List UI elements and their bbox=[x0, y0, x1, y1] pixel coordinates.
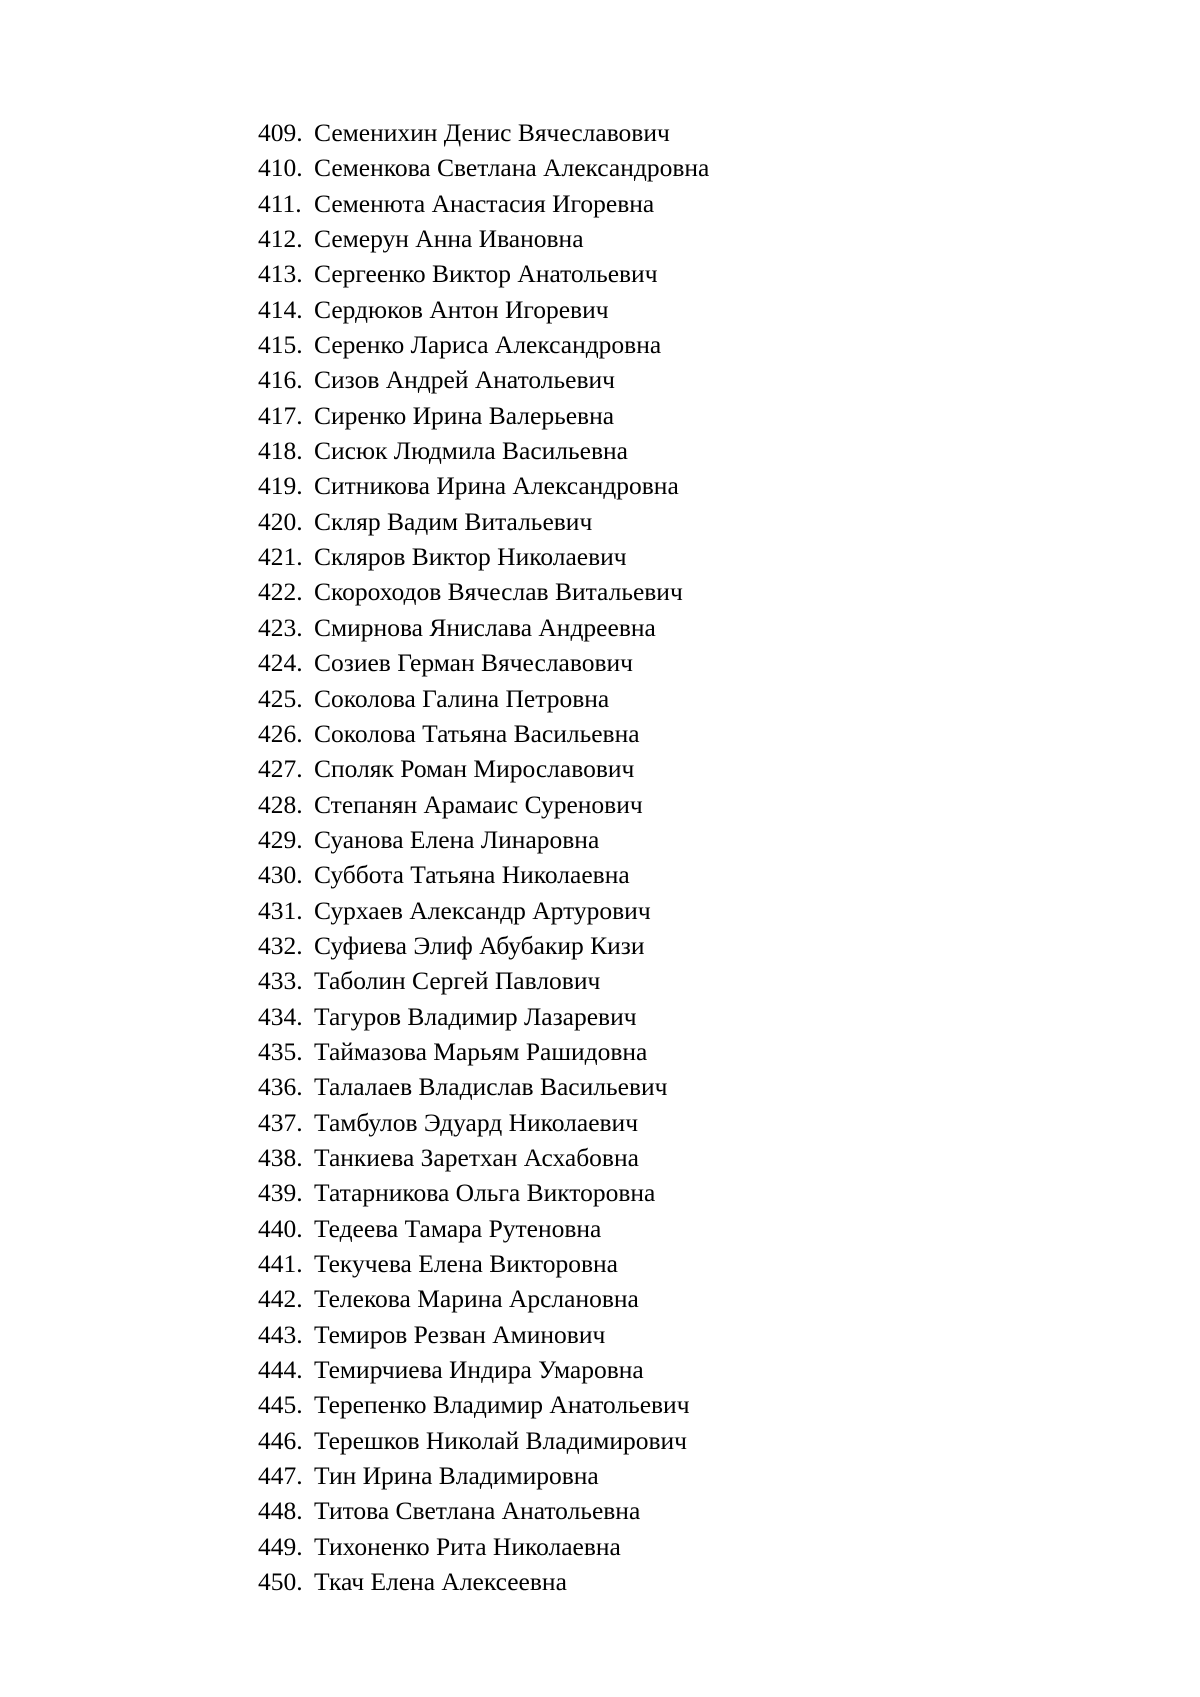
entry-number: 424. bbox=[258, 648, 303, 678]
entry-name: Татарникова Ольга Викторовна bbox=[314, 1178, 656, 1208]
list-item bbox=[258, 963, 709, 998]
entry-number: 421. bbox=[258, 542, 303, 572]
entry-number: 450. bbox=[258, 1567, 303, 1597]
entry-number: 441. bbox=[258, 1249, 303, 1278]
list-item bbox=[258, 1423, 709, 1458]
list-item bbox=[258, 1458, 709, 1493]
list-item bbox=[258, 327, 709, 362]
entry-name: Суфиева Элиф Абубакир Кизи bbox=[314, 930, 645, 960]
list-item bbox=[258, 999, 709, 1034]
list-item bbox=[258, 1281, 709, 1316]
entry-name: Ситникова Ирина Александровна bbox=[314, 471, 679, 501]
entry-name: Семерун Анна Ивановна bbox=[314, 224, 584, 254]
entry-name: Суббота Татьяна Николаевна bbox=[314, 860, 630, 890]
entry-name: Танкиева Заретхан Асхабовна bbox=[314, 1142, 639, 1172]
entry-number: 440. bbox=[258, 1213, 303, 1243]
list-item bbox=[258, 928, 709, 963]
entry-name: Терешков Николай Владимирович bbox=[314, 1425, 687, 1455]
entry-number: 411. bbox=[258, 188, 302, 218]
entry-number: 422. bbox=[258, 577, 303, 607]
list-item bbox=[258, 1069, 709, 1104]
name-list bbox=[258, 115, 709, 1599]
entry-name: Темиров Резван Аминович bbox=[314, 1319, 606, 1349]
entry-name: Скляр Вадим Витальевич bbox=[314, 506, 593, 536]
entry-number: 423. bbox=[258, 612, 303, 642]
entry-name: Соколова Галина Петровна bbox=[314, 683, 610, 713]
list-item bbox=[258, 1211, 709, 1246]
entry-name: Споляк Роман Мирославович bbox=[314, 754, 635, 784]
entry-number: 414. bbox=[258, 294, 303, 324]
entry-name: Сердюков Антон Игоревич bbox=[314, 294, 609, 324]
entry-name: Сергеенко Виктор Анатольевич bbox=[314, 259, 658, 289]
entry-number: 442. bbox=[258, 1284, 303, 1314]
entry-name: Темирчиева Индира Умаровна bbox=[314, 1355, 644, 1385]
entry-name: Степанян Арамаис Суренович bbox=[314, 789, 643, 819]
entry-number: 437. bbox=[258, 1107, 303, 1137]
entry-name: Таймазова Марьям Рашидовна bbox=[314, 1036, 648, 1066]
list-item bbox=[258, 115, 709, 150]
entry-name: Суанова Елена Линаровна bbox=[314, 824, 600, 854]
entry-name: Семенкова Светлана Александровна bbox=[314, 153, 710, 183]
list-item bbox=[258, 822, 709, 857]
entry-number: 443. bbox=[258, 1319, 303, 1349]
entry-number: 415. bbox=[258, 330, 303, 360]
entry-number: 449. bbox=[258, 1531, 303, 1561]
entry-number: 433. bbox=[258, 966, 303, 996]
entry-number: 435. bbox=[258, 1036, 303, 1066]
entry-number: 431. bbox=[258, 895, 303, 925]
entry-name: Сизов Андрей Анатольевич bbox=[314, 365, 615, 395]
entry-number: 412. bbox=[258, 224, 303, 254]
list-item bbox=[258, 857, 709, 892]
list-item bbox=[258, 1246, 709, 1281]
entry-name: Титова Светлана Анатольевна bbox=[314, 1496, 641, 1526]
entry-name: Смирнова Янислава Андреевна bbox=[314, 612, 656, 642]
list-item bbox=[258, 574, 709, 609]
entry-name: Текучева Елена Викторовна bbox=[314, 1249, 618, 1278]
entry-number: 419. bbox=[258, 471, 303, 501]
list-item bbox=[258, 1175, 709, 1210]
list-item bbox=[258, 1140, 709, 1175]
entry-name: Скороходов Вячеслав Витальевич bbox=[314, 577, 683, 607]
entry-number: 446. bbox=[258, 1425, 303, 1455]
entry-name: Сисюк Людмила Васильевна bbox=[314, 436, 628, 466]
list-item bbox=[258, 645, 709, 680]
entry-number: 434. bbox=[258, 1001, 303, 1031]
list-item bbox=[258, 221, 709, 256]
entry-name: Тин Ирина Владимировна bbox=[314, 1461, 599, 1491]
entry-name: Таболин Сергей Павлович bbox=[314, 966, 601, 996]
list-item bbox=[258, 1387, 709, 1422]
list-item bbox=[258, 1317, 709, 1352]
entry-number: 447. bbox=[258, 1461, 303, 1491]
entry-number: 409. bbox=[258, 118, 303, 147]
entry-name: Тагуров Владимир Лазаревич bbox=[314, 1001, 637, 1031]
list-item bbox=[258, 1529, 709, 1564]
entry-number: 430. bbox=[258, 860, 303, 890]
entry-number: 413. bbox=[258, 259, 303, 289]
entry-number: 425. bbox=[258, 683, 303, 713]
list-item bbox=[258, 186, 709, 221]
list-item bbox=[258, 150, 709, 185]
entry-name: Тихоненко Рита Николаевна bbox=[314, 1531, 621, 1561]
list-item bbox=[258, 610, 709, 645]
list-item bbox=[258, 539, 709, 574]
list-item bbox=[258, 256, 709, 291]
entry-number: 448. bbox=[258, 1496, 303, 1526]
entry-number: 438. bbox=[258, 1142, 303, 1172]
entry-number: 445. bbox=[258, 1390, 303, 1420]
entry-number: 416. bbox=[258, 365, 303, 395]
entry-number: 439. bbox=[258, 1178, 303, 1208]
list-item bbox=[258, 893, 709, 928]
list-item bbox=[258, 751, 709, 786]
entry-name: Сиренко Ирина Валерьевна bbox=[314, 400, 615, 430]
list-item bbox=[258, 292, 709, 327]
entry-name: Телекова Марина Арслановна bbox=[314, 1284, 639, 1314]
entry-number: 432. bbox=[258, 930, 303, 960]
entry-name: Тамбулов Эдуард Николаевич bbox=[314, 1107, 639, 1137]
entry-name: Терепенко Владимир Анатольевич bbox=[314, 1390, 690, 1420]
entry-number: 427. bbox=[258, 754, 303, 784]
list-item bbox=[258, 362, 709, 397]
entry-number: 418. bbox=[258, 436, 303, 466]
list-item bbox=[258, 681, 709, 716]
list-item bbox=[258, 1564, 709, 1599]
list-item bbox=[258, 398, 709, 433]
list-item bbox=[258, 1493, 709, 1528]
entry-number: 429. bbox=[258, 824, 303, 854]
list-item bbox=[258, 787, 709, 822]
entry-number: 426. bbox=[258, 718, 303, 748]
entry-number: 420. bbox=[258, 506, 303, 536]
entry-number: 410. bbox=[258, 153, 303, 183]
entry-name: Скляров Виктор Николаевич bbox=[314, 542, 627, 572]
list-item bbox=[258, 504, 709, 539]
entry-name: Сурхаев Александр Артурович bbox=[314, 895, 651, 925]
entry-name: Соколова Татьяна Васильевна bbox=[314, 718, 640, 748]
entry-number: 436. bbox=[258, 1072, 303, 1102]
list-item bbox=[258, 1034, 709, 1069]
entry-name: Серенко Лариса Александровна bbox=[314, 330, 662, 360]
entry-name: Тедеева Тамара Рутеновна bbox=[314, 1213, 602, 1243]
entry-name: Талалаев Владислав Васильевич bbox=[314, 1072, 668, 1102]
list-item bbox=[258, 1352, 709, 1387]
entry-name: Ткач Елена Алексеевна bbox=[314, 1567, 567, 1597]
entry-name: Созиев Герман Вячеславович bbox=[314, 648, 633, 678]
list-item bbox=[258, 1105, 709, 1140]
list-item bbox=[258, 433, 709, 468]
entry-number: 444. bbox=[258, 1355, 303, 1385]
entry-name: Семенюта Анастасия Игоревна bbox=[314, 188, 655, 218]
list-item bbox=[258, 468, 709, 503]
list-item bbox=[258, 716, 709, 751]
entry-number: 417. bbox=[258, 400, 303, 430]
entry-number: 428. bbox=[258, 789, 303, 819]
entry-name: Семенихин Денис Вячеславович bbox=[314, 118, 670, 147]
